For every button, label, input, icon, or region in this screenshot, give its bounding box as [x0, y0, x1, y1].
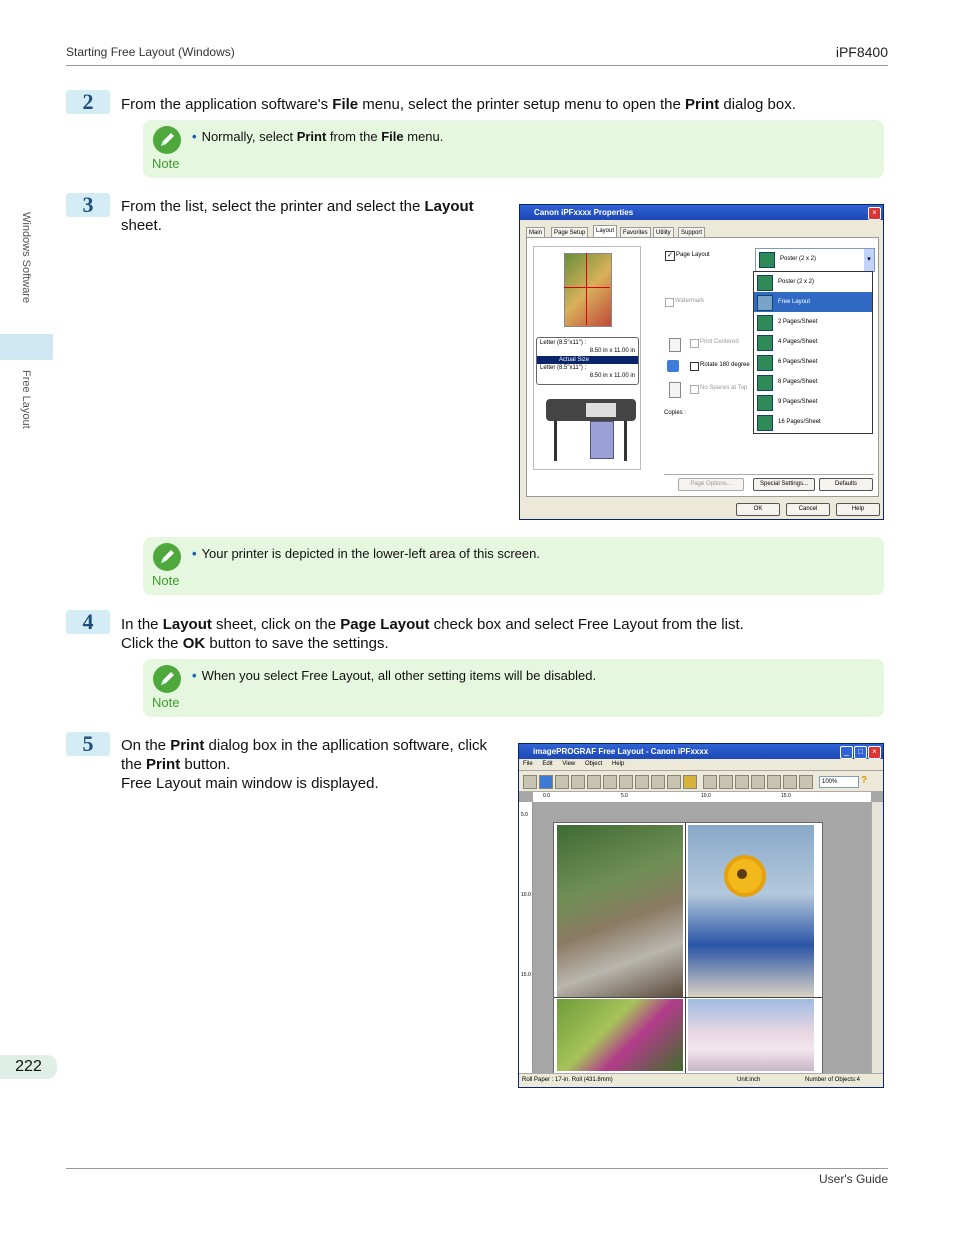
cherry-blossom-photo[interactable]: [688, 999, 814, 1071]
footer-rule: [66, 1168, 888, 1169]
rotate-checkbox[interactable]: [690, 362, 699, 371]
window-titlebar: imagePROGRAF Free Layout - Canon iPFxxxx: [519, 744, 883, 759]
nine-pages-icon: [757, 395, 773, 411]
sixteen-pages-icon: [757, 415, 773, 431]
pencil-icon: [153, 126, 181, 154]
menu-file[interactable]: File: [523, 761, 533, 767]
menu-help[interactable]: Help: [611, 761, 625, 767]
tab-layout[interactable]: Layout: [593, 225, 617, 238]
running-footer-guide: User's Guide: [819, 1172, 888, 1186]
close-icon[interactable]: ×: [868, 746, 881, 759]
poster-split-line: [564, 287, 610, 288]
group-icon[interactable]: [651, 775, 665, 789]
note-text: • When you select Free Layout, all other setting items will be disabled.: [192, 668, 597, 683]
status-objects: Number of Objects:4: [805, 1077, 861, 1083]
status-paper: Roll Paper : 17-in. Roll (431.8mm): [522, 1077, 613, 1083]
distribute-icon[interactable]: [799, 775, 813, 789]
cancel-button[interactable]: Cancel: [786, 503, 830, 516]
side-tab-highlight: [0, 334, 53, 360]
menu-bar: [519, 759, 883, 770]
print-icon[interactable]: [523, 775, 537, 789]
note-text: • Normally, select Print from the File menu.: [192, 129, 444, 144]
maximize-icon[interactable]: □: [854, 746, 867, 759]
eight-pages-icon: [757, 375, 773, 391]
free-layout-icon: [757, 295, 773, 311]
note-label: Note: [152, 573, 180, 588]
toolbar: [519, 771, 883, 792]
step-number: 3: [66, 193, 110, 217]
sunflower-photo[interactable]: [688, 825, 814, 997]
page-layout-label: Page Layout: [676, 252, 710, 258]
align-right-icon[interactable]: [783, 775, 797, 789]
step-5-text: On the Print dialog box in the apllication software, click the Print button. Free Layout main window is displayed.: [121, 737, 488, 792]
vertical-ruler: 5.0 10.0 15.0: [519, 802, 533, 1073]
status-bar: [519, 1073, 883, 1087]
tab-main[interactable]: Main: [526, 227, 545, 238]
printer-illustration: [546, 395, 636, 465]
dialog-titlebar: Canon iPFxxxx Properties: [520, 205, 883, 220]
poster-split-line: [586, 253, 587, 325]
tab-page-setup[interactable]: Page Setup: [551, 227, 588, 238]
page-options-button[interactable]: Page Options...: [678, 478, 744, 491]
poster-icon: [757, 275, 773, 291]
side-tab-section: Free Layout: [20, 370, 32, 429]
print-centered-icon: [669, 338, 681, 352]
image-icon[interactable]: [683, 775, 697, 789]
side-tab-chapter: Windows Software: [20, 212, 32, 304]
rotate-icon: [667, 360, 679, 372]
step-2-text: From the application software's File menu, select the printer setup menu to open the Print dialog box.: [121, 96, 796, 113]
no-spaces-label: No Spaces at Top: [700, 385, 748, 391]
note-box: [143, 120, 884, 178]
menu-edit[interactable]: Edit: [542, 761, 553, 767]
step-4-text: In the Layout sheet, click on the Page Layout check box and select Free Layout from the list. Click the OK button to save the settings.: [121, 616, 744, 652]
page-divider: [685, 823, 686, 1073]
rotate-label: Rotate 180 degree: [700, 362, 750, 368]
step-number: 4: [66, 610, 110, 634]
list-item-free-layout[interactable]: Free Layout: [754, 292, 872, 312]
align-top-icon[interactable]: [703, 775, 717, 789]
note-box: [143, 659, 884, 717]
list-item[interactable]: Poster (2 x 2): [754, 272, 872, 292]
tab-utility[interactable]: Utility: [653, 227, 674, 238]
vertical-scrollbar[interactable]: [871, 802, 883, 1073]
undo-icon[interactable]: [539, 775, 553, 789]
koala-photo[interactable]: [557, 825, 683, 997]
watermark-label: Watermark: [675, 298, 705, 304]
printer-properties-dialog: [519, 204, 884, 520]
step-number: 5: [66, 732, 110, 756]
page-layout-dropdown-list: [753, 271, 873, 434]
pencil-icon: [153, 543, 181, 571]
page-number: 222: [0, 1055, 57, 1079]
horizontal-ruler: 0.0 5.0 10.0 15.0: [533, 792, 871, 803]
minimize-icon[interactable]: _: [840, 746, 853, 759]
pencil-icon: [153, 665, 181, 693]
special-settings-button[interactable]: Special Settings...: [753, 478, 815, 491]
chevron-down-icon[interactable]: ▾: [864, 249, 874, 271]
flower-photo[interactable]: [557, 999, 683, 1071]
cut-icon[interactable]: [571, 775, 585, 789]
status-unit: Unit:inch: [737, 1077, 761, 1083]
note-label: Note: [152, 695, 180, 710]
list-item[interactable]: 4 Pages/Sheet: [754, 332, 872, 352]
running-header-section: Starting Free Layout (Windows): [66, 45, 235, 59]
step-number: 2: [66, 90, 110, 114]
zoom-select[interactable]: 100%: [819, 776, 859, 788]
note-text: • Your printer is depicted in the lower-left area of this screen.: [192, 546, 540, 561]
close-icon[interactable]: ×: [868, 207, 881, 220]
defaults-button[interactable]: Defaults: [819, 478, 873, 491]
header-rule: [66, 65, 888, 66]
menu-object[interactable]: Object: [584, 761, 603, 767]
divider: [664, 474, 874, 475]
free-layout-window: [518, 743, 884, 1088]
step-3-text: From the list, select the printer and select the Layout sheet.: [121, 198, 474, 234]
list-item[interactable]: 2 Pages/Sheet: [754, 312, 872, 332]
menu-view[interactable]: View: [562, 761, 576, 767]
grid-icon[interactable]: [667, 775, 681, 789]
tab-support[interactable]: Support: [678, 227, 705, 238]
page-divider: [554, 997, 822, 998]
four-pages-icon: [757, 335, 773, 351]
list-item[interactable]: 16 Pages/Sheet: [754, 412, 872, 432]
align-bottom-icon[interactable]: [735, 775, 749, 789]
align-left-icon[interactable]: [751, 775, 765, 789]
print-centered-label: Print Centered: [700, 339, 739, 345]
copy-icon[interactable]: [587, 775, 601, 789]
delete-icon[interactable]: [619, 775, 633, 789]
page-layout-select[interactable]: Poster (2 x 2) ▾: [755, 248, 875, 272]
tab-favorites[interactable]: Favorites: [620, 227, 651, 238]
paper-sheet: [553, 822, 823, 1074]
list-item[interactable]: 8 Pages/Sheet: [754, 372, 872, 392]
paste-icon[interactable]: [603, 775, 617, 789]
list-item[interactable]: 9 Pages/Sheet: [754, 392, 872, 412]
poster-preview-image: [564, 253, 612, 327]
preview-area: [533, 246, 641, 470]
note-label: Note: [152, 156, 180, 171]
note-box: [143, 537, 884, 595]
page-layout-checkbox[interactable]: ✓: [665, 251, 675, 261]
help-icon[interactable]: ?: [861, 775, 868, 786]
no-spaces-checkbox[interactable]: [690, 385, 699, 394]
object-icon[interactable]: [635, 775, 649, 789]
print-centered-checkbox[interactable]: [690, 339, 699, 348]
align-middle-icon[interactable]: [719, 775, 733, 789]
no-spaces-icon: [669, 382, 681, 398]
align-center-icon[interactable]: [767, 775, 781, 789]
poster-icon: [759, 252, 775, 268]
running-header-model: iPF8400: [835, 44, 888, 60]
list-item[interactable]: 6 Pages/Sheet: [754, 352, 872, 372]
two-pages-icon: [757, 315, 773, 331]
redo-icon[interactable]: [555, 775, 569, 789]
size-info-box: Letter (8.5"x11") : 8.50 in x 11.00 in Actual Size Letter (8.5"x11") : 8.50 in x 11.00 in: [536, 337, 639, 385]
six-pages-icon: [757, 355, 773, 371]
help-button[interactable]: Help: [836, 503, 880, 516]
ok-button[interactable]: OK: [736, 503, 780, 516]
watermark-checkbox[interactable]: [665, 298, 674, 307]
layout-canvas[interactable]: [533, 802, 871, 1073]
copies-label: Copies :: [664, 410, 687, 416]
